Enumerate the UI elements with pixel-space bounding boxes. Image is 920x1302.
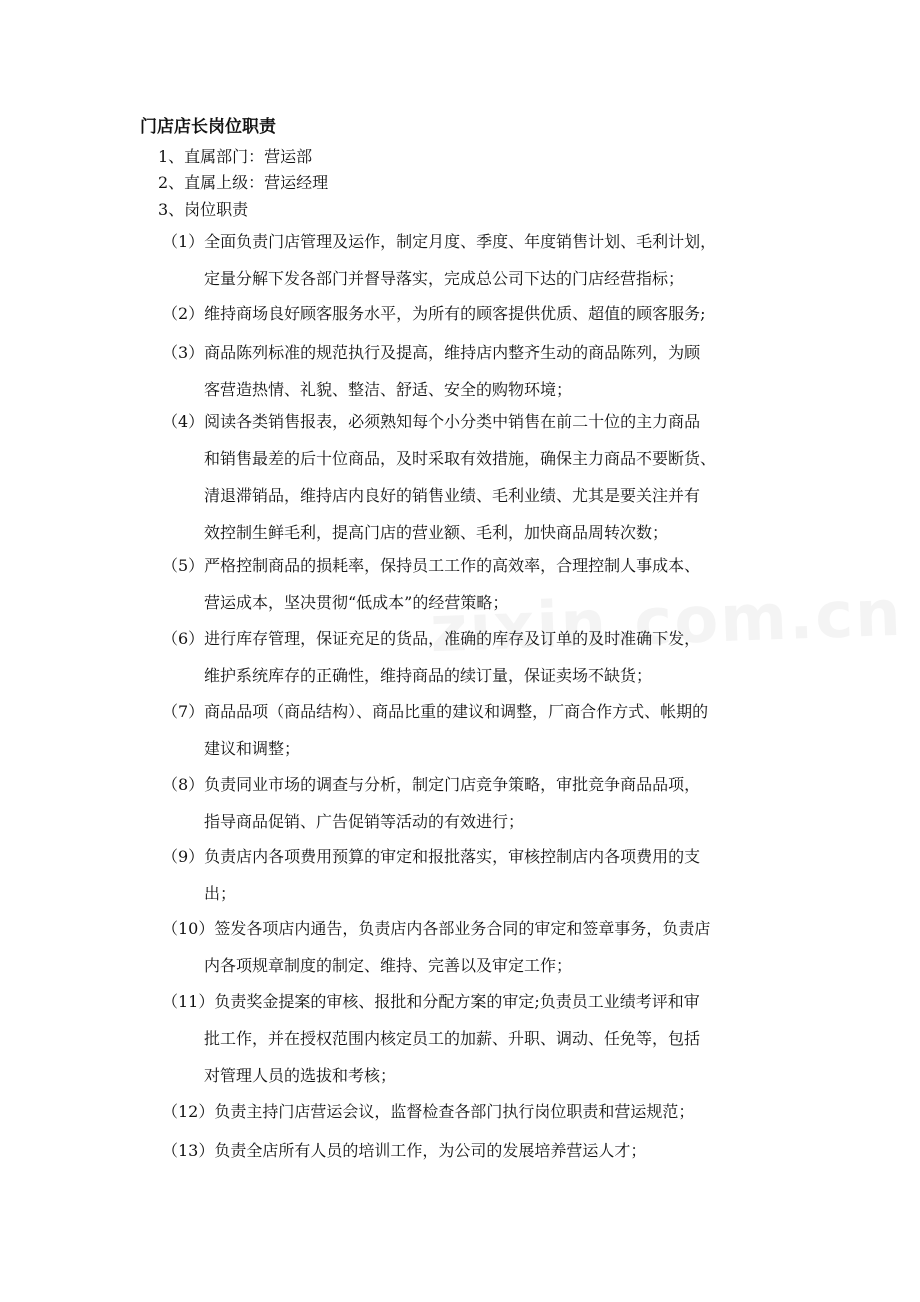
duty-item-9 [162,838,802,912]
duty-item-2 [162,295,802,332]
duty-line: （1）全面负责门店管理及运作，制定月度、季度、年度销售计划、毛利计划， [162,232,717,251]
duty-line: 效控制生鲜毛利，提高门店的营业额、毛利，加快商品周转次数； [204,523,669,542]
duty-item-8 [162,766,802,840]
duty-item-7 [162,693,802,767]
duty-line: （8）负责同业市场的调查与分析，制定门店竞争策略，审批竞争商品品项， [162,775,701,794]
duty-item-4 [162,403,802,551]
duty-line: 指导商品促销、广告促销等活动的有效进行； [204,812,525,831]
duty-line: （9）负责店内各项费用预算的审定和报批落实，审核控制店内各项费用的支 [162,847,701,866]
superior-line: 2、直属上级：营运经理 [158,173,329,192]
duty-item-11 [162,983,802,1094]
duty-line: （13）负责全店所有人员的培训工作，为公司的发展培养营运人才； [162,1141,647,1160]
duty-line: （3）商品陈列标准的规范执行及提高，维持店内整齐生动的商品陈列，为顾 [162,343,701,362]
duty-line: 清退滞销品，维持店内良好的销售业绩、毛利业绩、尤其是要关注并有 [204,486,701,505]
duty-line: （12）负责主持门店营运会议，监督检查各部门执行岗位职责和营运规范； [162,1102,695,1121]
duty-line: 定量分解下发各部门并督导落实，完成总公司下达的门店经营指标； [204,269,685,288]
duty-line: 批工作，并在授权范围内核定员工的加薪、升职、调动、任免等，包括 [204,1029,701,1048]
duty-line: 客营造热情、礼貌、整洁、舒适、安全的购物环境； [204,380,573,399]
duty-line: （11）负责奖金提案的审核、报批和分配方案的审定;负责员工业绩考评和审 [162,992,700,1011]
duty-item-3 [162,334,802,408]
duty-line: 对管理人员的选拔和考核； [204,1066,397,1085]
duty-line: 和销售最差的后十位商品，及时采取有效措施，确保主力商品不要断货、 [204,449,717,468]
duties-heading: 3、岗位职责 [158,200,249,219]
duty-line: 出； [204,884,237,903]
duty-line: （7）商品品项（商品结构）、商品比重的建议和调整，厂商合作方式、帐期的 [162,702,709,721]
duty-item-12 [162,1093,802,1130]
document-title: 门店店长岗位职责 [140,117,276,137]
duty-item-5 [162,547,802,621]
duty-line: （2）维持商场良好顾客服务水平，为所有的顾客提供优质、超值的顾客服务; [162,304,706,323]
duty-item-1 [162,223,802,297]
duty-item-13 [162,1132,802,1169]
duty-line: 维护系统库存的正确性，维持商品的续订量，保证卖场不缺货； [204,666,653,685]
duty-line: 内各项规章制度的制定、维持、完善以及审定工作； [204,956,573,975]
duty-line: （10）签发各项店内通告，负责店内各部业务合同的审定和签章事务，负责店 [162,919,711,938]
duty-line: （4）阅读各类销售报表，必须熟知每个小分类中销售在前二十位的主力商品 [162,412,701,431]
duty-line: 建议和调整； [204,739,301,758]
duty-line: （6）进行库存管理，保证充足的货品，准确的库存及订单的及时准确下发， [162,629,701,648]
duty-line: 营运成本，坚决贯彻“低成本”的经营策略； [204,593,509,612]
department-line: 1、直属部门：营运部 [158,147,313,166]
duty-item-10 [162,910,802,984]
duty-line: （5）严格控制商品的损耗率，保持员工工作的高效率，合理控制人事成本、 [162,556,701,575]
duty-item-6 [162,620,802,694]
